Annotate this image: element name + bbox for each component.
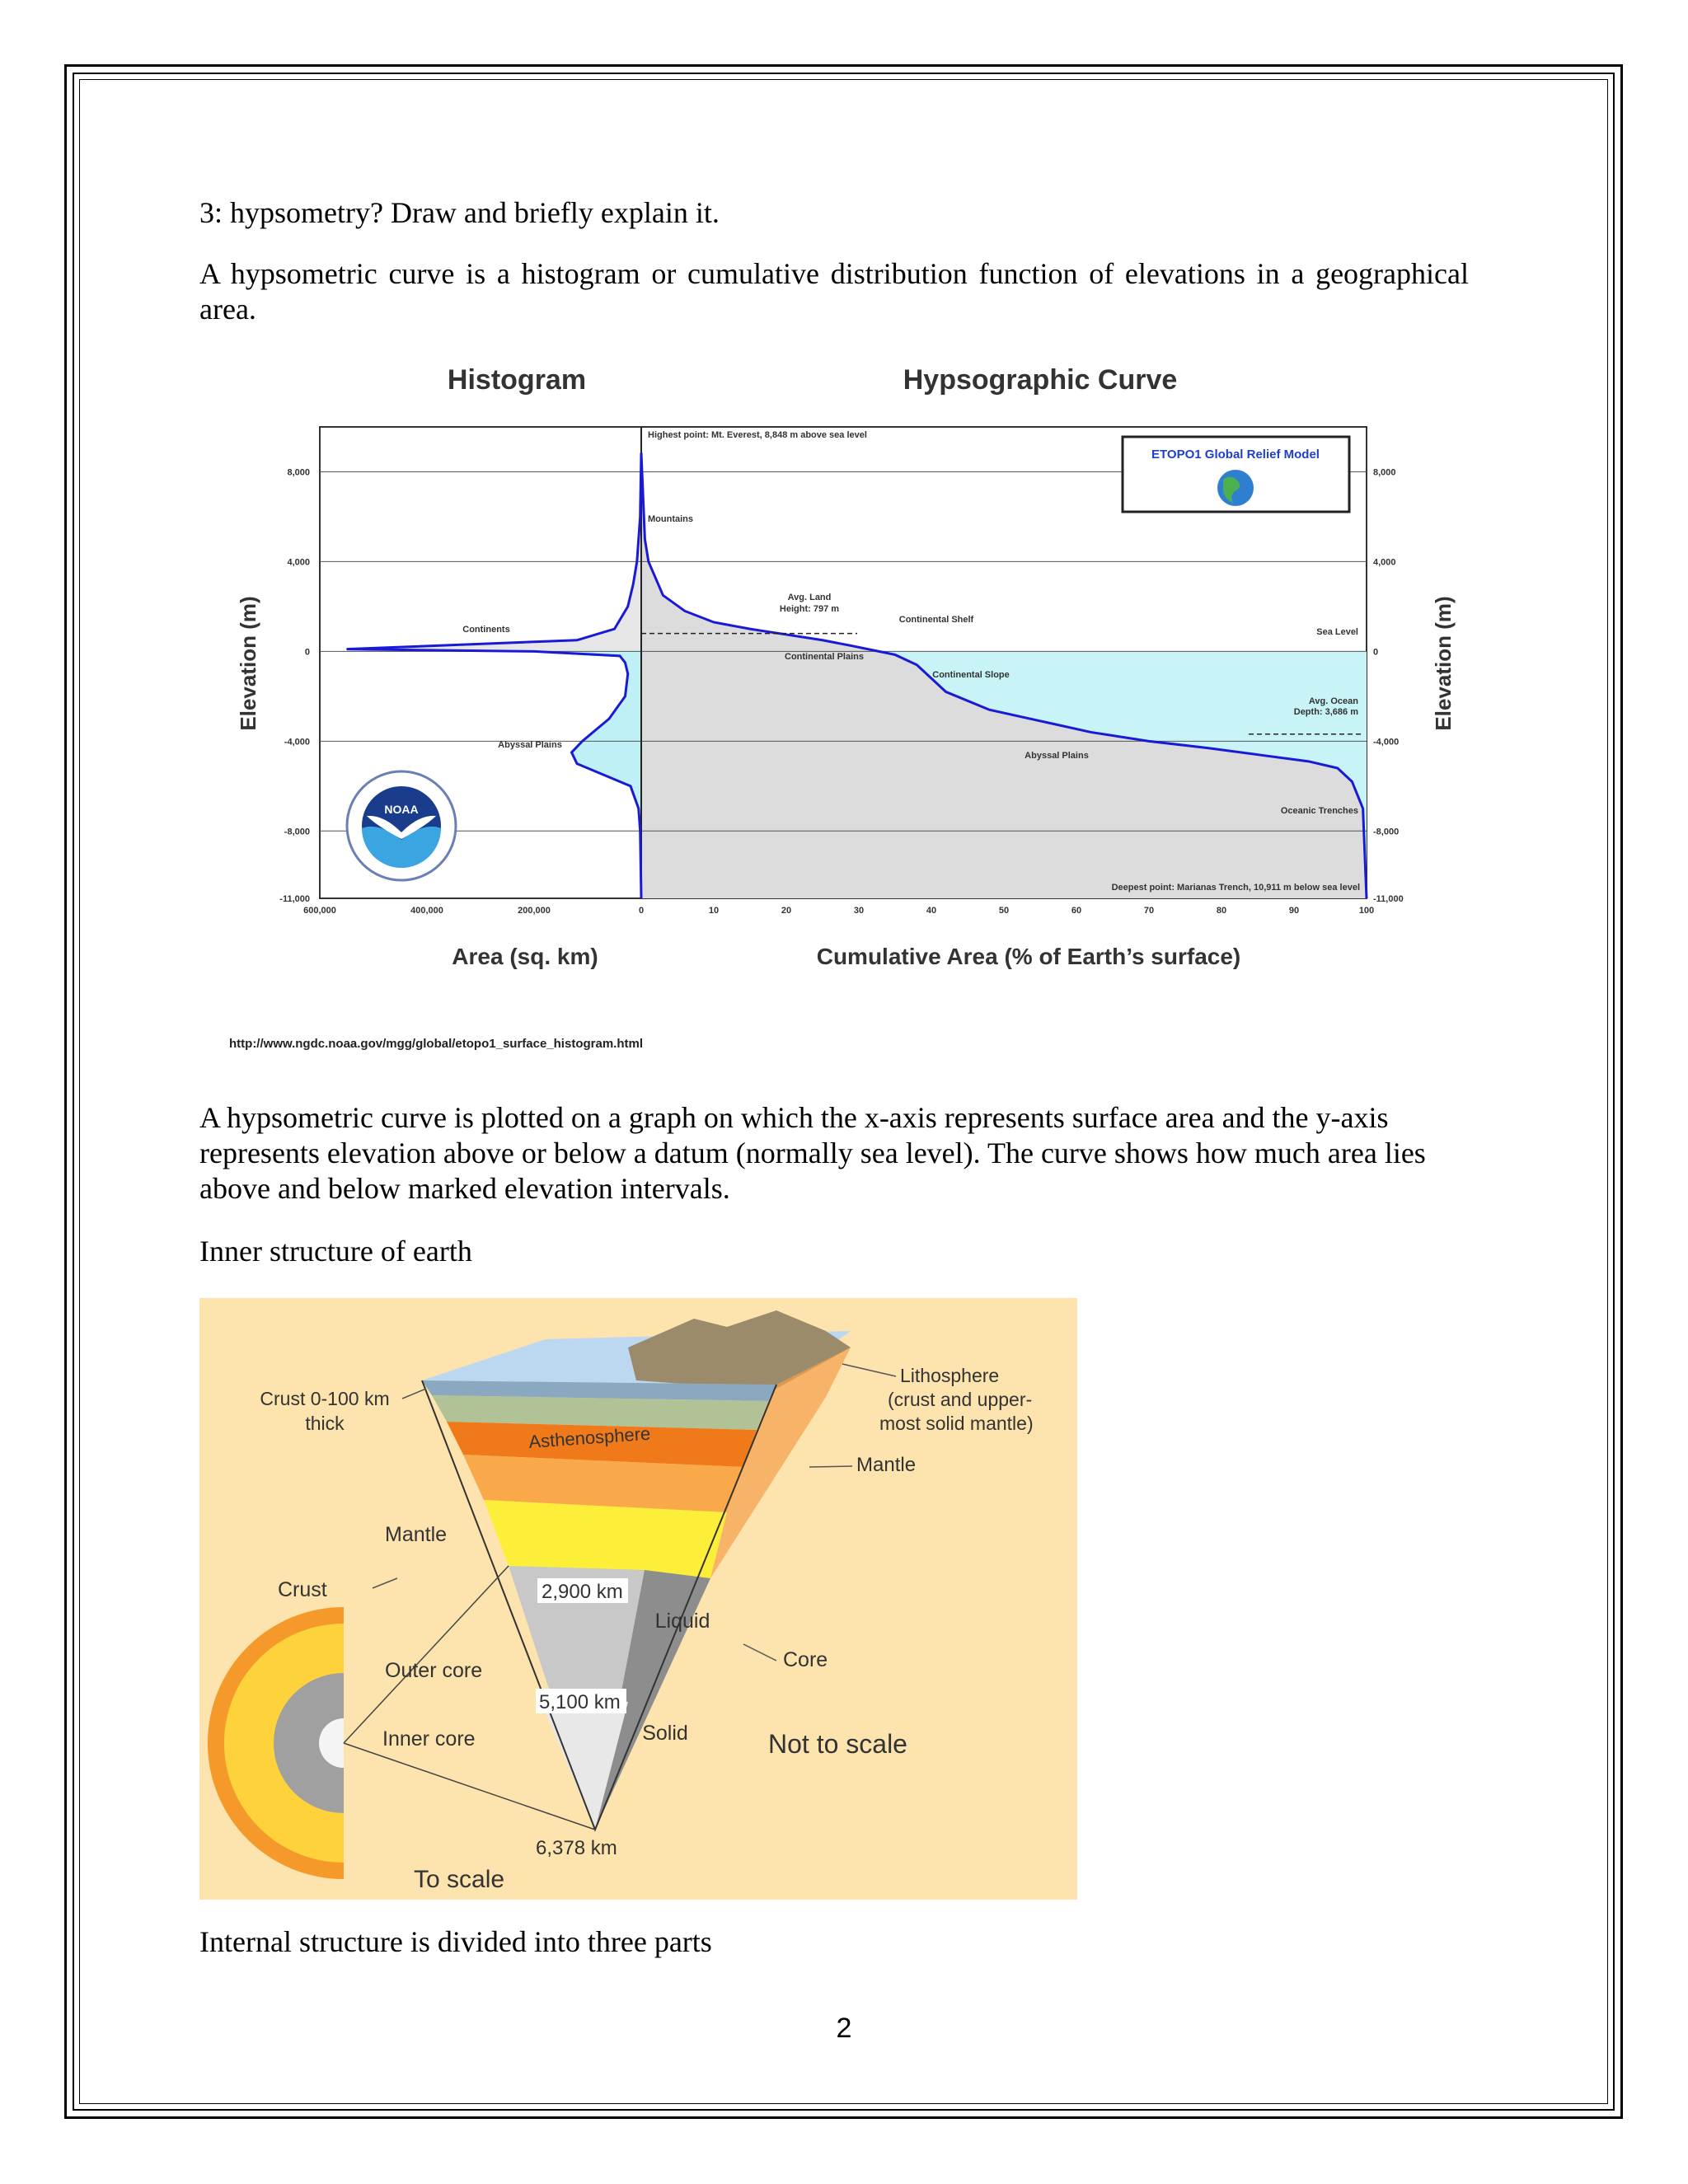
y-tick-right-4: -8,000	[1373, 827, 1400, 837]
label-solid: Solid	[642, 1722, 688, 1745]
page-number: 2	[836, 2013, 852, 2044]
y-tick-left-1: 4,000	[287, 557, 310, 568]
histogram-title: Histogram	[447, 364, 587, 396]
label-5100-km: 5,100 km	[539, 1691, 621, 1713]
y-axis-title-right: Elevation (m)	[1431, 596, 1456, 731]
ann-continental-plains: Continental Plains	[785, 652, 864, 662]
ann-avg-land-1: Avg. Land	[787, 593, 832, 602]
x-tick-right-6: 60	[1071, 906, 1082, 916]
noaa-text: NOAA	[384, 803, 419, 816]
label-inner-core: Inner core	[382, 1727, 476, 1750]
label-mantle-right: Mantle	[856, 1454, 917, 1476]
label-not-to-scale: Not to scale	[768, 1729, 907, 1759]
section-heading: Inner structure of earth	[199, 1235, 472, 1268]
ann-avg-ocean-2: Depth: 3,686 m	[1293, 707, 1358, 717]
x-tick-right-3: 30	[853, 906, 865, 916]
y-tick-right-5: -11,000	[1373, 894, 1404, 904]
y-tick-left-2: 0	[304, 647, 310, 658]
label-lithosphere-3: most solid mantle)	[879, 1413, 1034, 1434]
explanation-paragraph: A hypsometric curve is plotted on a graph on which the x-axis represents surface area and the y-axis represents elevation above or below a datum (normally sea level). The curve shows how much area lies above and below marked elevation intervals.	[199, 1101, 1426, 1205]
label-crust: Crust	[278, 1578, 327, 1601]
label-2900-km: 2,900 km	[542, 1581, 623, 1603]
ann-abyssal-right: Abyssal Plains	[1025, 751, 1089, 761]
x-tick-right-2: 20	[781, 906, 792, 916]
x-axis-title-left: Area (sq. km)	[452, 944, 598, 969]
ann-highest: Highest point: Mt. Everest, 8,848 m above sea level	[648, 430, 867, 440]
label-asthenosphere: Asthenosphere	[528, 1422, 651, 1452]
noaa-logo	[347, 771, 456, 880]
label-lithosphere-2: (crust and upper-	[888, 1389, 1033, 1410]
ann-abyssal-left: Abyssal Plains	[498, 740, 562, 750]
earth-structure-diagram	[199, 1298, 1077, 1900]
ann-continents: Continents	[462, 625, 510, 635]
label-mantle-left: Mantle	[385, 1523, 448, 1546]
label-6378-km: 6,378 km	[536, 1837, 617, 1859]
x-tick-right-1: 10	[708, 906, 720, 916]
label-crust-thick-2: thick	[305, 1413, 345, 1434]
label-liquid: Liquid	[654, 1610, 710, 1633]
x-tick-left-0: 600,000	[303, 906, 336, 916]
label-to-scale: To scale	[414, 1866, 505, 1893]
x-axis-title-right: Cumulative Area (% of Earth’s surface)	[816, 944, 1241, 969]
y-axis-title-left: Elevation (m)	[236, 596, 260, 731]
x-tick-left-1: 400,000	[410, 906, 443, 916]
intro-paragraph: A hypsometric curve is a histogram or cumulative distribution function of elevations in a geographical area.	[199, 257, 1469, 326]
label-core: Core	[783, 1648, 828, 1671]
figure-source-url: http://www.ngdc.noaa.gov/mgg/global/etopo1_surface_histogram.html	[229, 1037, 643, 1051]
y-tick-right-1: 4,000	[1373, 557, 1396, 568]
y-tick-left-5: -11,000	[279, 894, 310, 904]
x-tick-right-4: 40	[926, 906, 937, 916]
x-tick-left-2: 200,000	[518, 906, 551, 916]
hypsographic-title: Hypsographic Curve	[903, 364, 1178, 396]
ann-avg-ocean-1: Avg. Ocean	[1308, 696, 1358, 706]
x-tick-right-7: 70	[1143, 906, 1155, 916]
y-tick-right-3: -4,000	[1373, 737, 1400, 748]
x-tick-left-3: 0	[638, 906, 645, 916]
ann-sea-level: Sea Level	[1316, 627, 1358, 637]
y-tick-left-4: -8,000	[284, 827, 310, 837]
x-tick-right-8: 80	[1216, 906, 1227, 916]
ann-deepest: Deepest point: Marianas Trench, 10,911 m below sea level	[1111, 883, 1360, 893]
ann-mountains: Mountains	[648, 514, 693, 524]
label-outer-core: Outer core	[385, 1659, 483, 1682]
etopo-label: ETOPO1 Global Relief Model	[1151, 448, 1320, 462]
y-tick-left-0: 8,000	[287, 467, 310, 478]
closing-paragraph: Internal structure is divided into three parts	[199, 1925, 712, 1958]
ann-continental-shelf: Continental Shelf	[898, 615, 974, 625]
x-tick-right-9: 90	[1288, 906, 1300, 916]
question-line: 3: hypsometry? Draw and briefly explain it.	[199, 196, 720, 229]
x-tick-right-5: 50	[998, 906, 1010, 916]
ann-avg-land-2: Height: 797 m	[779, 604, 840, 614]
x-tick-right-10: 100	[1358, 906, 1375, 916]
y-tick-left-3: -4,000	[284, 737, 310, 748]
y-tick-right-0: 8,000	[1373, 467, 1396, 478]
ann-continental-slope: Continental Slope	[932, 670, 1010, 680]
hypsometry-figure	[223, 354, 1484, 1063]
label-crust-thick-1: Crust 0-100 km	[260, 1388, 390, 1409]
label-lithosphere-1: Lithosphere	[900, 1365, 1000, 1386]
y-tick-right-2: 0	[1373, 647, 1379, 658]
ann-oceanic-trenches: Oceanic Trenches	[1280, 806, 1358, 816]
